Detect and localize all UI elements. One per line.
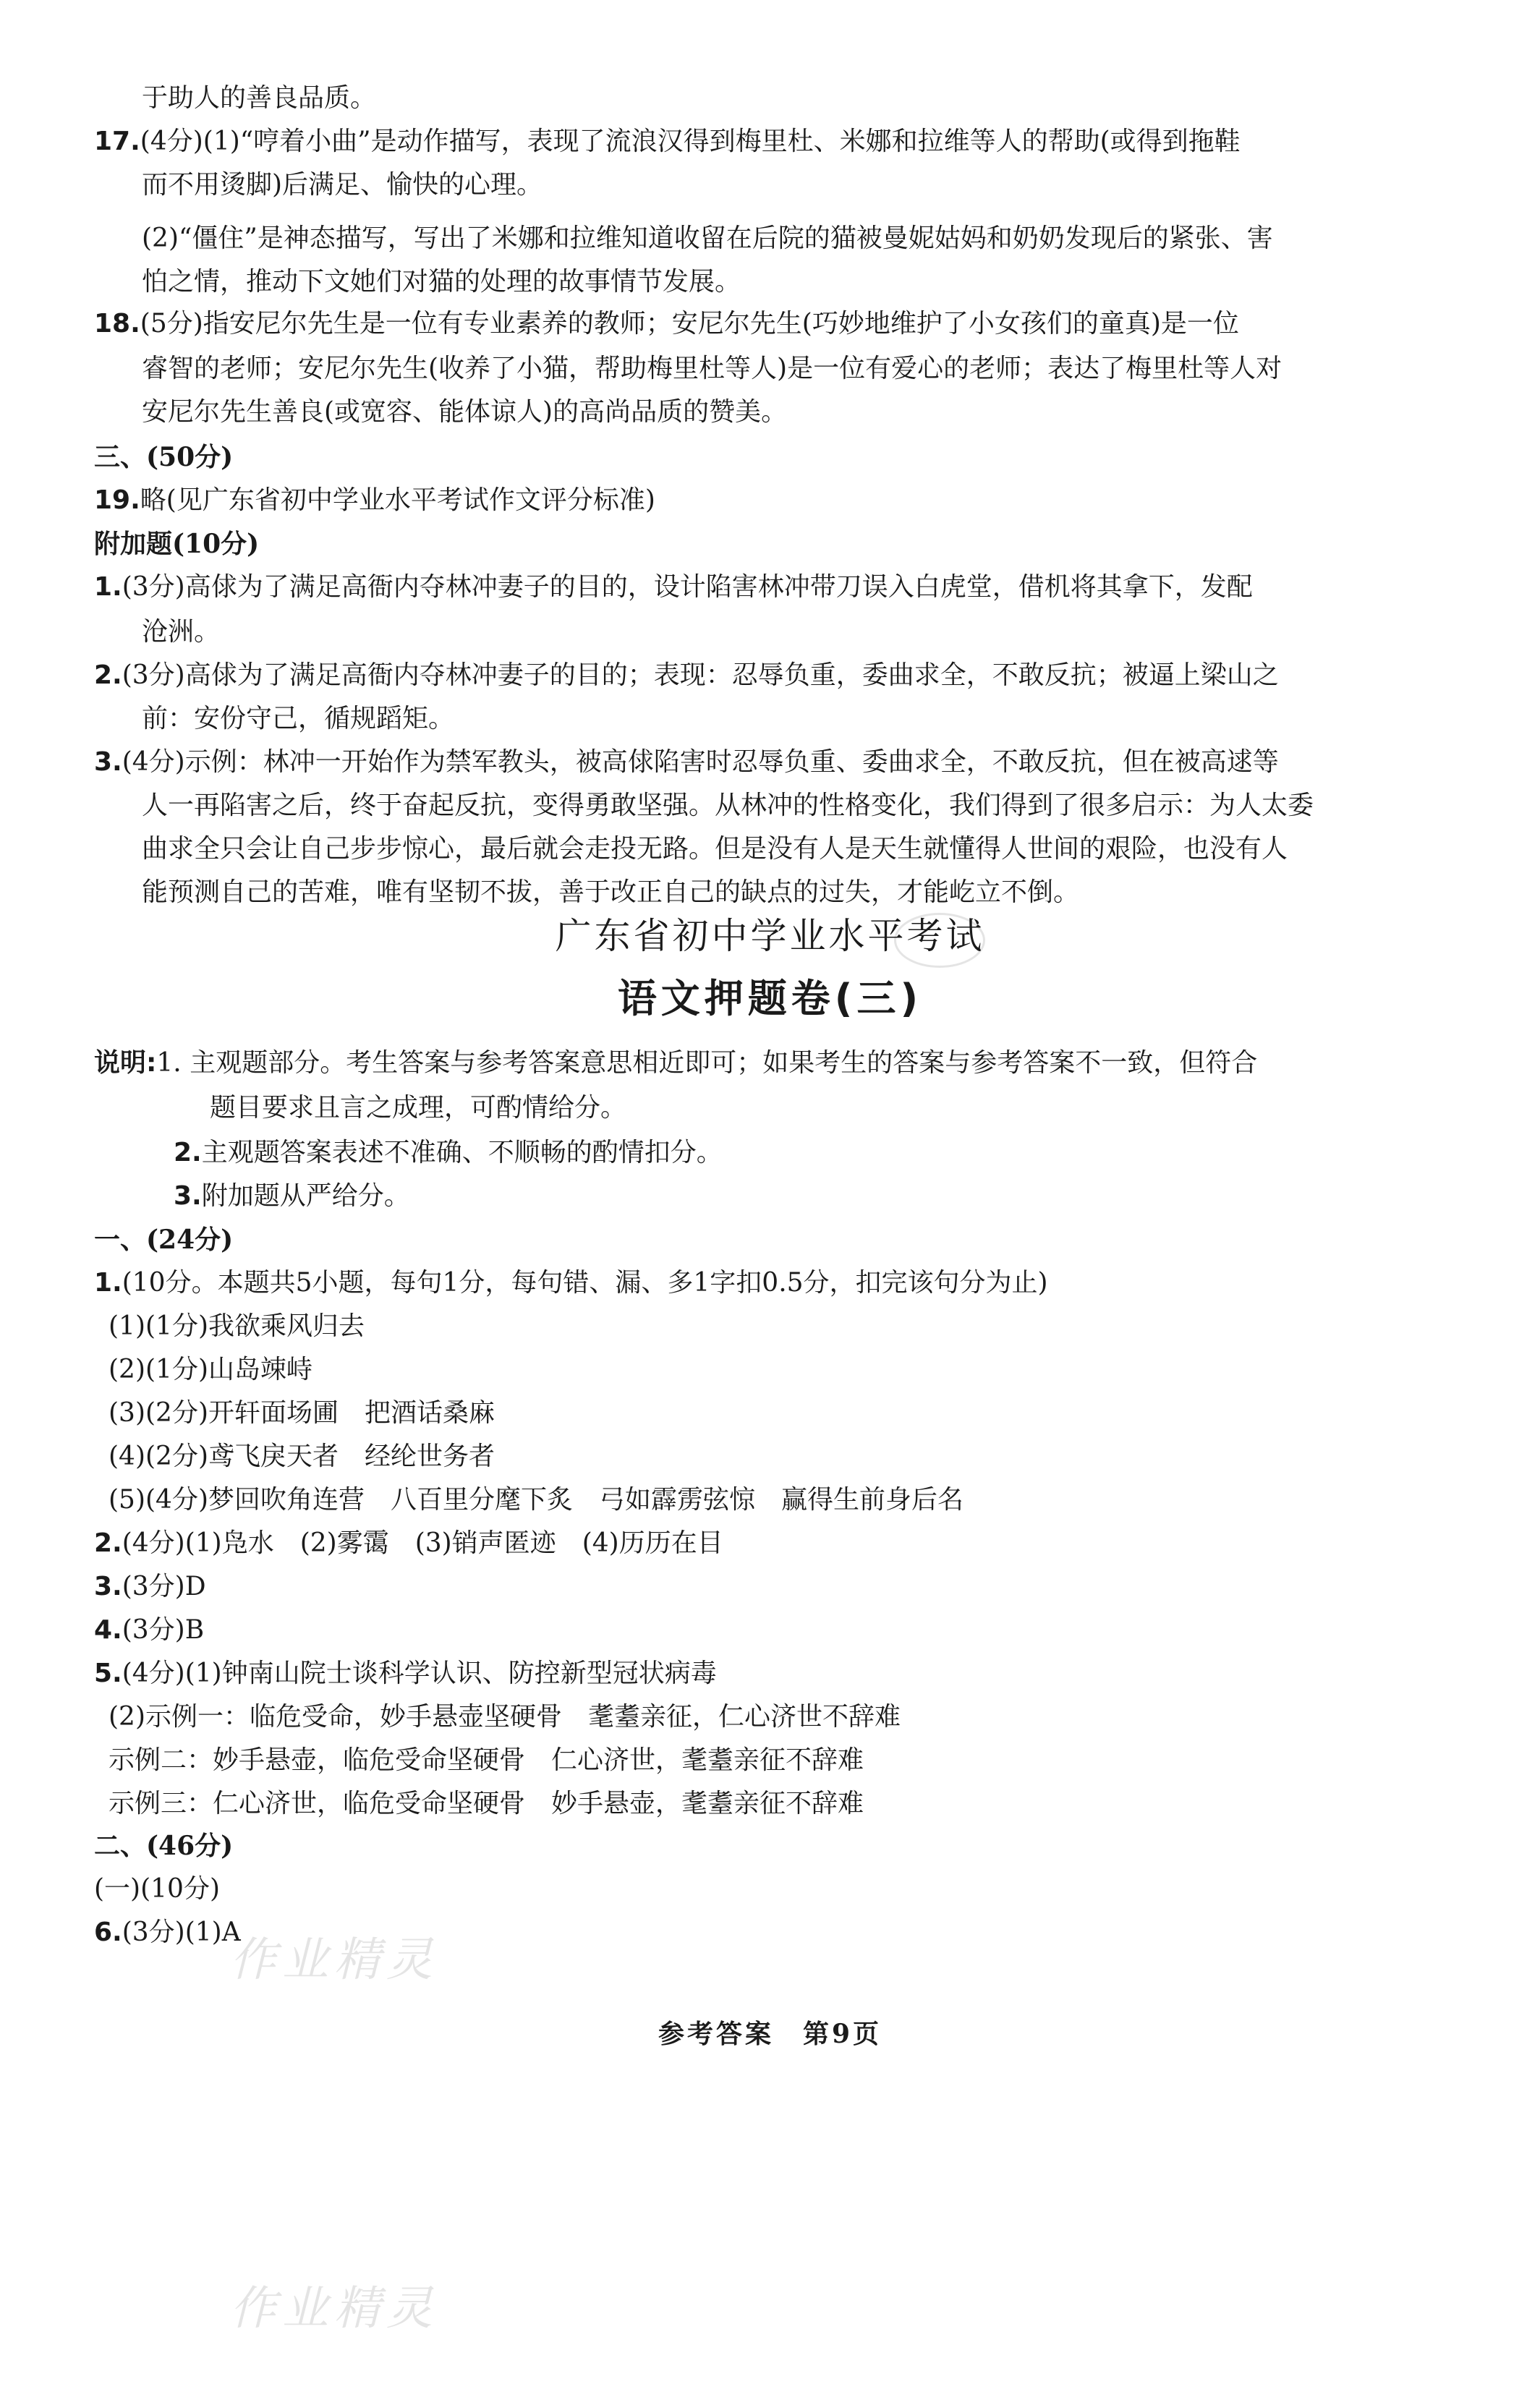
text-line xyxy=(142,265,741,299)
watermark: 作业精灵 xyxy=(230,1933,438,1987)
page-footer: 参考答案 第9页 xyxy=(658,2019,882,2049)
text-line xyxy=(94,658,1279,693)
text-line xyxy=(109,1787,864,1821)
item-number: 2. xyxy=(94,1528,122,1558)
line-text: (3)(2分)开轩面场圃 把酒话桑麻 xyxy=(109,1398,495,1428)
line-text: (3分)B xyxy=(122,1615,205,1645)
text-line xyxy=(94,1656,717,1691)
line-text: 三、(50分) xyxy=(94,442,234,472)
text-line xyxy=(94,1872,220,1907)
text-line xyxy=(94,570,1253,605)
line-text: 主观题答案表述不准确、不顺畅的酌情扣分。 xyxy=(201,1138,723,1167)
text-line xyxy=(109,1396,495,1431)
item-number: 1. xyxy=(94,572,122,602)
line-text: (4分)(1)凫水 (2)雾霭 (3)销声匿迹 (4)历历在目 xyxy=(122,1528,723,1558)
watermark-lower: 作业精灵 xyxy=(230,2282,438,2336)
item-number: 4. xyxy=(94,1615,122,1645)
item-number: 2. xyxy=(174,1138,202,1167)
text-line xyxy=(109,1309,365,1344)
item-number: 17. xyxy=(94,127,140,156)
text-line xyxy=(142,168,543,203)
text-line xyxy=(142,615,220,650)
item-number: 18. xyxy=(94,309,140,339)
line-text: (2)示例一：临危受命，妙手悬壶坚硬骨 耄耋亲征，仁心济世不辞难 xyxy=(109,1702,901,1732)
line-text: (2)“僵住”是神态描写，写出了米娜和拉维知道收留在后院的猫被曼妮姑妈和奶奶发现后的紧张、害 xyxy=(142,224,1273,253)
text-line xyxy=(142,788,1314,823)
exam-subtitle: 广东省初中学业水平考试 xyxy=(555,915,985,957)
line-text: (3分)D xyxy=(122,1572,206,1601)
line-text: 附加题从严给分。 xyxy=(201,1181,410,1211)
line-text: 于助人的善良品质。 xyxy=(142,83,377,113)
item-number: 6. xyxy=(94,1918,122,1947)
text-line xyxy=(174,1136,723,1170)
line-text: (1)(1分)我欲乘风归去 xyxy=(109,1311,365,1341)
line-text: 睿智的老师；安尼尔先生(收养了小猫，帮助梅里杜等人)是一位有爱心的老师；表达了梅里杜等人对 xyxy=(142,354,1282,383)
text-line xyxy=(94,440,233,474)
text-line xyxy=(94,124,1241,159)
text-line xyxy=(142,702,454,736)
text-line xyxy=(94,527,259,561)
line-text: 前：安份守己，循规蹈矩。 xyxy=(142,704,455,733)
text-line xyxy=(142,221,1273,256)
line-text: (3分)高俅为了满足高衙内夺林冲妻子的目的；表现：忍辱负重，委曲求全，不敢反抗；被逼上梁山之 xyxy=(122,660,1279,690)
line-text: 安尼尔先生善良(或宽容、能体谅人)的高尚品质的赞美。 xyxy=(142,397,788,427)
line-text: 而不用烫脚)后满足、愉快的心理。 xyxy=(142,170,543,200)
line-text: 附加题(10分) xyxy=(94,529,260,559)
text-line xyxy=(94,1046,1257,1081)
item-number: 1. xyxy=(94,1268,122,1298)
line-text: (3分)高俅为了满足高衙内夺林冲妻子的目的，设计陷害林冲带刀误入白虎堂，借机将其拿下，发配 xyxy=(122,572,1253,602)
item-number: 3. xyxy=(94,1572,122,1601)
text-line xyxy=(94,1829,233,1863)
text-line xyxy=(94,1915,241,1950)
item-number: 5. xyxy=(94,1659,122,1688)
text-line xyxy=(94,1613,204,1648)
line-text: (4分)(1)钟南山院士谈科学认识、防控新型冠状病毒 xyxy=(122,1659,717,1688)
line-text: (5)(4分)梦回吹角连营 八百里分麾下炙 弓如霹雳弦惊 赢得生前身后名 xyxy=(109,1485,963,1515)
line-text: (4分)示例：林冲一开始作为禁军教头，被高俅陷害时忍辱负重、委曲求全，不敢反抗，但在被高逑等 xyxy=(122,747,1279,777)
line-text: 一、(24分) xyxy=(94,1225,234,1255)
text-line xyxy=(142,875,1079,910)
line-text: 沧洲。 xyxy=(142,617,221,647)
line-text: 能预测自己的苦难，唯有坚韧不拔，善于改正自己的缺点的过失，才能屹立不倒。 xyxy=(142,877,1080,907)
text-line xyxy=(94,745,1279,780)
line-text: 二、(46分) xyxy=(94,1831,234,1861)
text-line xyxy=(94,1266,1048,1301)
line-text: 示例三：仁心济世，临危受命坚硬骨 妙手悬壶，耄耋亲征不辞难 xyxy=(109,1789,864,1818)
text-line xyxy=(94,1222,233,1257)
line-text: (10分。本题共5小题，每句1分，每句错、漏、多1字扣0.5分，扣完该句分为止) xyxy=(122,1268,1048,1298)
text-line xyxy=(109,1743,864,1778)
text-line xyxy=(109,1353,312,1387)
line-text: 示例二：妙手悬壶，临危受命坚硬骨 仁心济世，耄耋亲征不辞难 xyxy=(109,1745,864,1775)
text-line xyxy=(174,1179,410,1214)
text-line xyxy=(94,1526,723,1561)
line-text: 题目要求且言之成理，可酌情给分。 xyxy=(210,1093,627,1123)
item-number: 3. xyxy=(94,747,122,777)
text-line xyxy=(142,395,787,430)
exam-title: 语文押题卷(三) xyxy=(617,976,923,1021)
text-line xyxy=(210,1091,626,1125)
item-number: 说明: xyxy=(94,1048,157,1078)
line-text: (3分)(1)A xyxy=(122,1918,241,1947)
line-text: (一)(10分) xyxy=(94,1874,220,1904)
line-text: 曲求全只会让自己步步惊心，最后就会走投无路。但是没有人是天生就懂得人世间的艰险，也没有人 xyxy=(142,834,1288,864)
text-line xyxy=(94,483,655,518)
line-text: 略(见广东省初中学业水平考试作文评分标准) xyxy=(140,485,655,515)
item-number: 2. xyxy=(94,660,122,690)
text-line xyxy=(109,1483,963,1518)
line-text: 1. 主观题部分。考生答案与参考答案意思相近即可；如果考生的答案与参考答案不一致，但符合 xyxy=(156,1048,1258,1078)
line-text: (5分)指安尼尔先生是一位有专业素养的教师；安尼尔先生(巧妙地维护了小女孩们的童真)是一位 xyxy=(140,309,1239,339)
line-text: (4)(2分)鸢飞戾天者 经纶世务者 xyxy=(109,1442,495,1471)
item-number: 3. xyxy=(174,1181,202,1211)
text-line xyxy=(142,81,376,116)
text-line xyxy=(109,1439,495,1474)
line-text: 怕之情，推动下文她们对猫的处理的故事情节发展。 xyxy=(142,267,741,297)
text-line xyxy=(94,1570,206,1604)
line-text: (2)(1分)山岛竦峙 xyxy=(109,1355,312,1384)
item-number: 19. xyxy=(94,485,140,515)
line-text: (4分)(1)“哼着小曲”是动作描写，表现了流浪汉得到梅里杜、米娜和拉维等人的帮助(或得到拖鞋 xyxy=(140,127,1241,156)
text-line xyxy=(142,832,1288,867)
line-text: 人一再陷害之后，终于奋起反抗，变得勇敢坚强。从林冲的性格变化，我们得到了很多启示：为人太委 xyxy=(142,791,1314,820)
text-line xyxy=(94,307,1239,341)
text-line xyxy=(109,1700,901,1735)
text-line xyxy=(142,352,1282,386)
